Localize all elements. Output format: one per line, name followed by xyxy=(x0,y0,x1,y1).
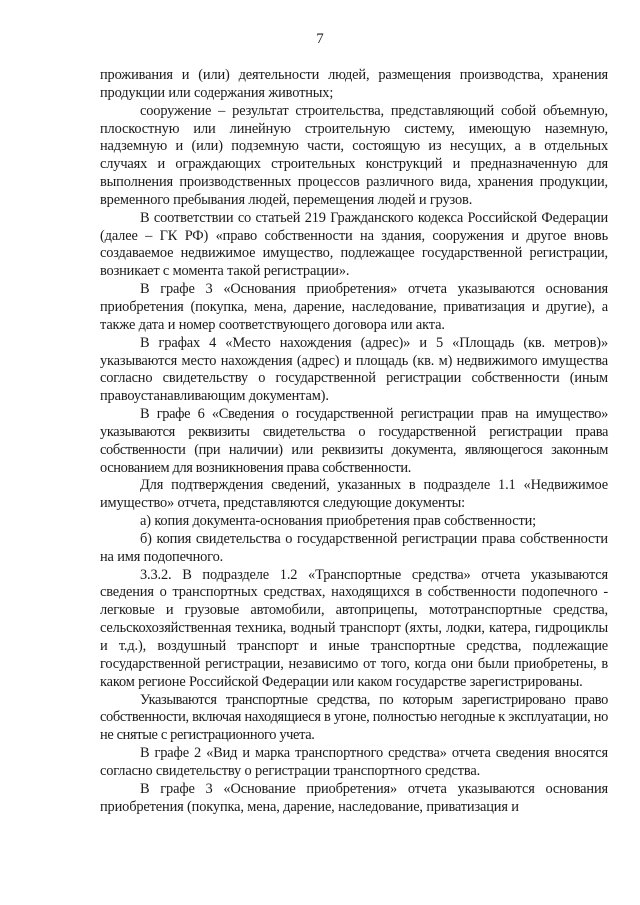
document-body xyxy=(100,67,608,816)
paragraph: Указываются транспортные средства, по которым зарегистрировано право собственности, включая находящиеся в угоне, полностью негодные к эксплуатации, но не снятые с регистрационного учета. xyxy=(100,691,608,744)
paragraph: В графе 3 «Основание приобретения» отчета указываются основания приобретения (покупка, мена, дарение, наследование, приватизация и xyxy=(100,780,608,815)
paragraph: проживания и (или) деятельности людей, размещения производства, хранения продукции или содержания животных; xyxy=(100,67,608,101)
paragraph: б) копия свидетельства о государственной регистрации права собственности на имя подопечного. xyxy=(100,530,608,565)
page-number: 7 xyxy=(316,31,324,47)
paragraph: 3.3.2. В подразделе 1.2 «Транспортные средства» отчета указываются сведения о транспортных средствах, находящихся в собственности подопечного - легковые и грузовые автомобили, автоприцепы, мототранспортные средства, сельскохозяйственная техника, водный транспорт (яхты, лодки, катера, гидроциклы и т.д.), воздушный транспорт и иные транспортные средства, подлежащие государственной регистрации, независимо от того, когда они были приобретены, в каком регионе Российской Федерации или каком государстве зарегистрированы. xyxy=(100,566,608,690)
paragraph: сооружение – результат строительства, представляющий собой объемную, плоскостную или линейную строительную систему, имеющую наземную, надземную и (или) подземную части, состоящую из несущих, а в отдельных случаях и ограждающих строительных конструкций и предназначенную для выполнения производственных процессов различного вида, хранения продукции, временного пребывания людей, перемещения людей и грузов. xyxy=(100,102,608,208)
paragraph: В графах 4 «Место нахождения (адрес)» и 5 «Площадь (кв. метров)» указываются место нахождения (адрес) и площадь (кв. м) недвижимого имущества согласно свидетельству о государственной регистрации собственности (иным правоустанавливающим документам). xyxy=(100,334,608,405)
paragraph: В графе 2 «Вид и марка транспортного средства» отчета сведения вносятся согласно свидетельству о регистрации транспортного средства. xyxy=(100,745,608,779)
paragraph: В графе 6 «Сведения о государственной регистрации прав на имущество» указываются реквизиты свидетельства о государственной регистрации права собственности (при наличии) или реквизиты документа, являющегося законным основанием для возникновения права собственности. xyxy=(100,406,608,476)
paragraph: а) копия документа-основания приобретения прав собственности; xyxy=(140,513,536,530)
paragraph: Для подтверждения сведений, указанных в подразделе 1.1 «Недвижимое имущество» отчета, представляются следующие документы: xyxy=(100,477,608,512)
paragraph: В соответствии со статьей 219 Гражданского кодекса Российской Федерации (далее – ГК РФ) «право собственности на здания, сооружения и другое вновь создаваемое недвижимое имущество, подлежащее государственной регистрации, возникает с момента такой регистрации». xyxy=(100,209,608,280)
paragraph: В графе 3 «Основания приобретения» отчета указываются основания приобретения (покупка, мена, дарение, наследование, приватизация и другие), а также дата и номер соответствующего договора или акта. xyxy=(100,281,608,333)
